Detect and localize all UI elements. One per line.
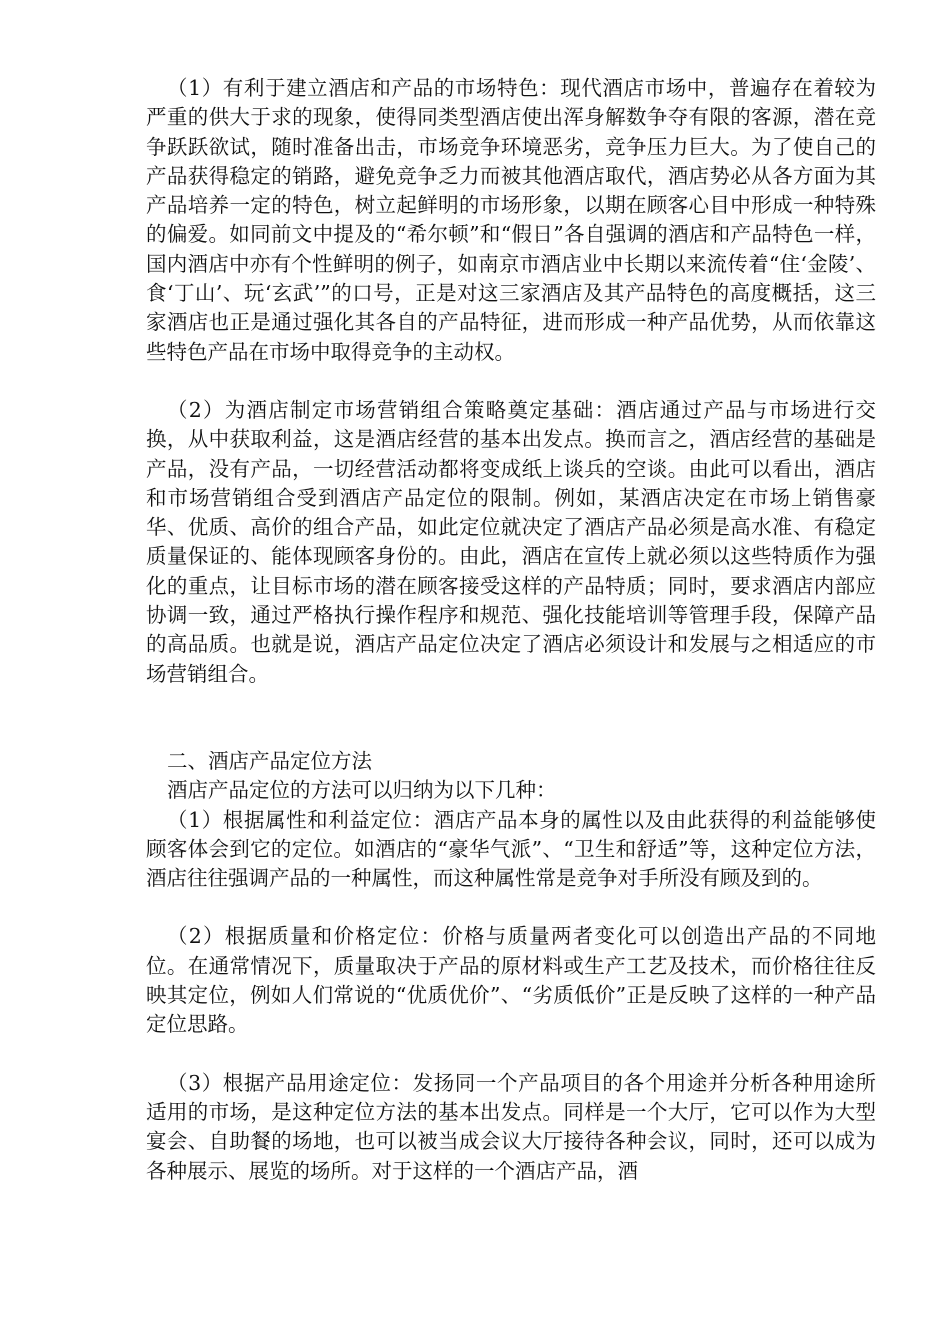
paragraph-spacer xyxy=(146,367,876,396)
section-spacer xyxy=(146,689,876,747)
paragraph-quality-price-positioning: （2）根据质量和价格定位：价格与质量两者变化可以创造出产品的不同地位。在通常情况下，质量取决于产品的原材料或生产工艺及技术，而价格往往反映其定位，例如人们常说的“优质优价”、“劣质低价”正是反映了这样的一种产品定位思路。 xyxy=(146,924,876,1037)
paragraph-marketing-mix: （2）为酒店制定市场营销组合策略奠定基础：酒店通过产品与市场进行交换，从中获取利益，这是酒店经营的基本出发点。换而言之，酒店经营的基础是产品，没有产品，一切经营活动都将变成纸上谈兵的空谈。由此可以看出，酒店和市场营销组合受到酒店产品定位的限制。例如，某酒店决定在市场上销售豪华、优质、高价的组合产品，如此定位就决定了酒店产品必须是高水准、有稳定质量保证的、能体现顾客身份的。由此，酒店在宣传上就必须以这些特质作为强化的重点，让目标市场的潜在顾客接受这样的产品特质；同时，要求酒店内部应协调一致，通过严格执行操作程序和规范、强化技能培训等管理手段，保障产品的高品质。也就是说，酒店产品定位决定了酒店必须设计和发展与之相适应的市场营销组合。 xyxy=(146,397,876,686)
section-intro: 酒店产品定位的方法可以归纳为以下几种： xyxy=(167,778,557,803)
paragraph-spacer xyxy=(146,1040,876,1069)
document-page xyxy=(146,74,876,1186)
section-heading: 二、酒店产品定位方法 xyxy=(167,748,372,773)
paragraph-spacer xyxy=(146,893,876,922)
paragraph-attribute-positioning: （1）根据属性和利益定位：酒店产品本身的属性以及由此获得的利益能够使顾客体会到它的定位。如酒店的“豪华气派”、“卫生和舒适”等，这种定位方法，酒店往往强调产品的一种属性，而这种属性常是竞争对手所没有顾及到的。 xyxy=(146,807,876,891)
paragraph-market-feature: （1）有利于建立酒店和产品的市场特色：现代酒店市场中，普遍存在着较为严重的供大于求的现象，使得同类型酒店使出浑身解数争夺有限的客源，潜在竞争跃跃欲试，随时准备出击，市场竞争环境恶劣，竞争压力巨大。为了使自己的产品获得稳定的销路，避免竞争乏力而被其他酒店取代，酒店势必从各方面为其产品培养一定的特色，树立起鲜明的市场形象，以期在顾客心目中形成一种特殊的偏爱。如同前文中提及的“希尔顿”和“假日”各自强调的酒店和产品特色一样，国内酒店中亦有个性鲜明的例子，如南京市酒店业中长期以来流传着“住‘金陵’、食‘丁山’、玩‘玄武’”的口号，正是对这三家酒店及其产品特色的高度概括，这三家酒店也正是通过强化其各自的产品特征，进而形成一种产品优势，从而依靠这些特色产品在市场中取得竞争的主动权。 xyxy=(146,76,876,364)
paragraph-usage-positioning: （3）根据产品用途定位：发扬同一个产品项目的各个用途并分析各种用途所适用的市场，是这种定位方法的基本出发点。同样是一个大厅，它可以作为大型宴会、自助餐的场地，也可以被当成会议大厅接待各种会议，同时，还可以成为各种展示、展览的场所。对于这样的一个酒店产品，酒 xyxy=(146,1070,876,1183)
